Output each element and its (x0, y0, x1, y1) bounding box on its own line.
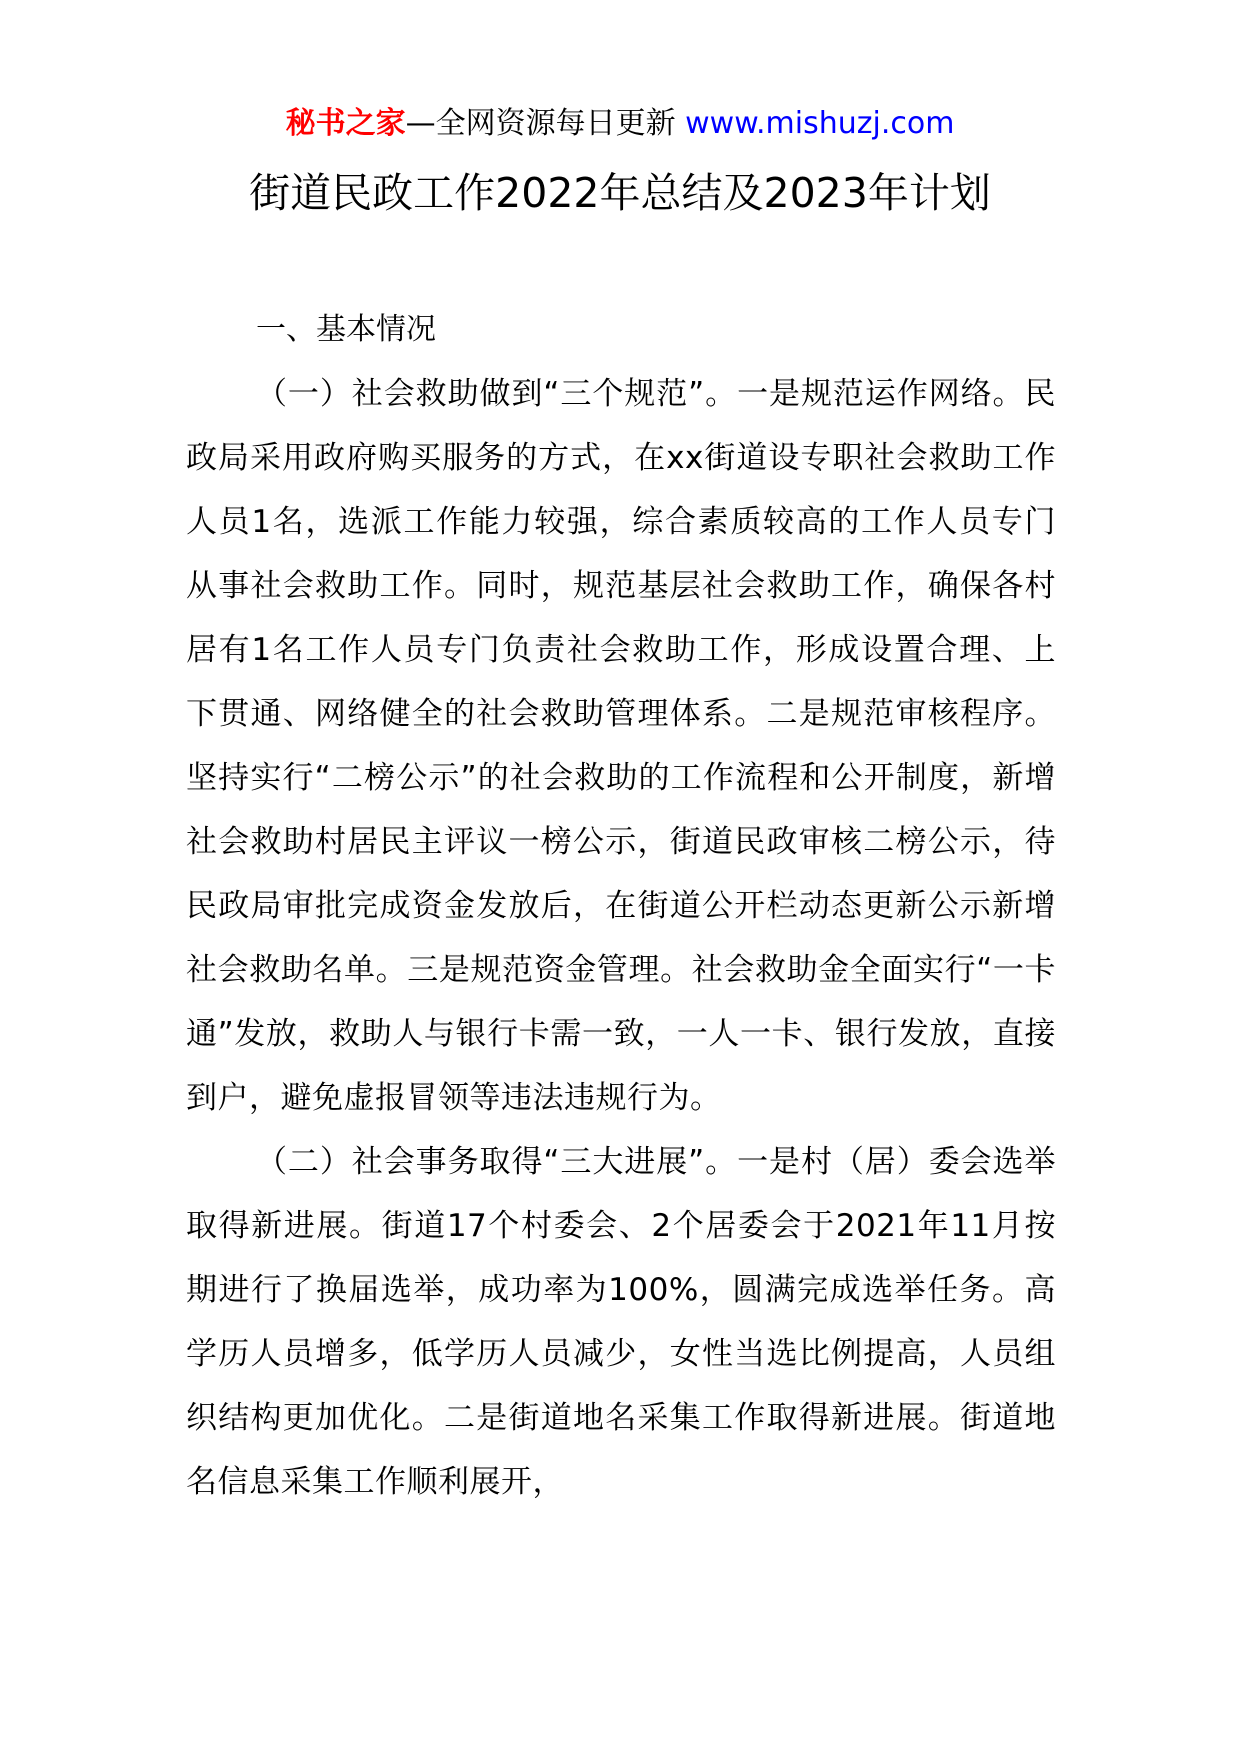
watermark-header (0, 104, 1240, 144)
document-body (186, 298, 1056, 1514)
website-link[interactable]: www.mishuzj.com (685, 106, 955, 141)
paragraph-social-assistance: （一）社会救助做到“三个规范”。一是规范运作网络。民政局采用政府购买服务的方式，在xx街道设专职社会救助工作人员1名，选派工作能力较强，综合素质较高的工作人员专门从事社会救助工作。同时，规范基层社会救助工作，确保各村居有1名工作人员专门负责社会救助工作，形成设置合理、上下贯通、网络健全的社会救助管理体系。二是规范审核程序。坚持实行“二榜公示”的社会救助的工作流程和公开制度，新增社会救助村居民主评议一榜公示，街道民政审核二榜公示，待民政局审批完成资金发放后，在街道公开栏动态更新公示新增社会救助名单。三是规范资金管理。社会救助金全面实行“一卡通”发放，救助人与银行卡需一致，一人一卡、银行发放，直接到户，避免虚报冒领等违法违规行为。 (186, 376, 1056, 1116)
header-tagline: —全网资源每日更新 (405, 106, 676, 141)
brand-name: 秘书之家 (285, 106, 406, 141)
section-heading-basic-situation: 一、基本情况 (256, 312, 436, 347)
document-title: 街道民政工作2022年总结及2023年计划 (249, 169, 991, 217)
paragraph-social-affairs: （二）社会事务取得“三大进展”。一是村（居）委会选举取得新进展。街道17个村委会、2个居委会于2021年11月按期进行了换届选举，成功率为100%，圆满完成选举任务。高学历人员增多，低学历人员减少，女性当选比例提高，人员组织结构更加优化。二是街道地名采集工作取得新进展。街道地名信息采集工作顺利展开， (186, 1144, 1056, 1500)
